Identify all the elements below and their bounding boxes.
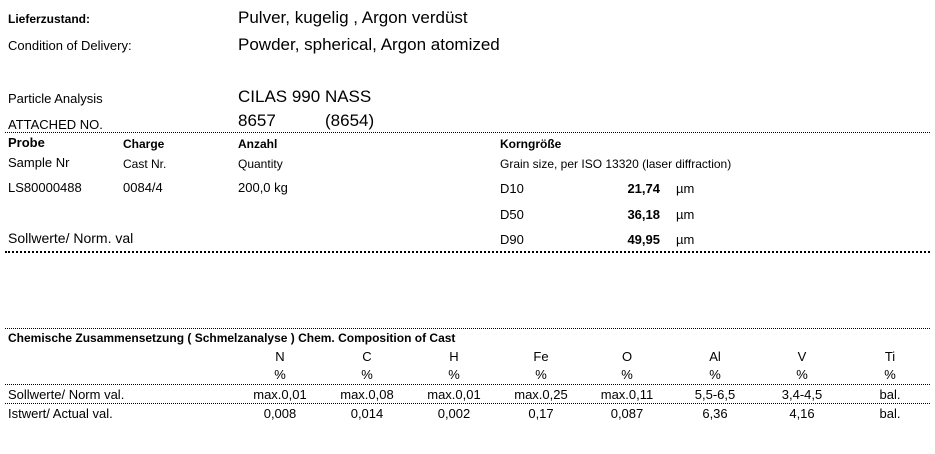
quantity-value: 200,0 kg (238, 180, 288, 195)
divider-composition-top (5, 328, 930, 329)
element-al: Al (709, 349, 721, 364)
unit-o: % (621, 367, 633, 382)
attached-no-alt: (8654) (325, 111, 375, 130)
unit-ti: % (884, 367, 896, 382)
element-v: V (797, 349, 807, 364)
attached-no-value: 8657 (238, 111, 276, 130)
actual-o: 0,087 (610, 406, 644, 421)
actual-al: 6,36 (702, 406, 728, 421)
actual-ti: bal. (879, 406, 901, 421)
delivery-label-en: Condition of Delivery: (8, 38, 132, 53)
delivery-label-de: Lieferzustand: (8, 12, 91, 26)
element-fe: Fe (533, 349, 549, 364)
particle-analysis-value: CILAS 990 NASS (238, 87, 372, 106)
actual-v: 4,16 (789, 406, 815, 421)
composition-title: Chemische Zusammensetzung ( Schmelzanalyse ) Chem. Composition of Cast (8, 331, 456, 345)
actual-label: Istwert/ Actual val. (8, 406, 113, 421)
unit-n: % (274, 367, 286, 382)
grain-d50-unit: µm (676, 207, 695, 222)
subheader-cast-nr: Cast Nr. (123, 157, 167, 171)
divider-actual (5, 403, 930, 404)
header-korngroesse: Korngröße (500, 137, 562, 151)
grain-d10-label: D10 (500, 181, 524, 196)
divider-norm (5, 384, 930, 385)
unit-v: % (796, 367, 808, 382)
norm-c: max.0,08 (340, 387, 394, 402)
norm-ti: bal. (879, 387, 901, 402)
grain-d90-value: 49,95 (627, 232, 660, 247)
norm-fe: max.0,25 (514, 387, 568, 402)
grain-d10-unit: µm (676, 181, 695, 196)
norm-o: max.0,11 (600, 387, 654, 402)
divider-middle (5, 251, 930, 253)
element-n: N (275, 349, 285, 364)
header-anzahl: Anzahl (238, 137, 278, 151)
element-o: O (621, 349, 633, 364)
norm-v: 3,4-4,5 (781, 387, 823, 402)
element-c: C (362, 349, 372, 364)
sollwerte-label: Sollwerte/ Norm. val (8, 230, 134, 246)
norm-h: max.0,01 (427, 387, 481, 402)
grain-d90-label: D90 (500, 232, 524, 247)
element-ti: Ti (884, 349, 896, 364)
subheader-sample-nr: Sample Nr (8, 155, 70, 170)
header-probe: Probe (8, 135, 45, 150)
sample-nr-value: LS80000488 (8, 180, 82, 195)
subheader-quantity: Quantity (238, 157, 283, 171)
actual-h: 0,002 (437, 406, 471, 421)
actual-n: 0,008 (263, 406, 297, 421)
unit-h: % (448, 367, 460, 382)
delivery-value-de: Pulver, kugelig , Argon verdüst (238, 8, 468, 27)
attached-no-label: ATTACHED NO. (8, 117, 103, 132)
subheader-grain-size: Grain size, per ISO 13320 (laser diffraction) (500, 157, 732, 171)
particle-analysis-label: Particle Analysis (8, 91, 103, 106)
divider-top (5, 132, 930, 133)
norm-n: max.0,01 (253, 387, 307, 402)
element-h: H (449, 349, 459, 364)
cast-nr-value: 0084/4 (123, 180, 163, 195)
actual-c: 0,014 (350, 406, 384, 421)
unit-fe: % (535, 367, 547, 382)
grain-d50-value: 36,18 (627, 207, 660, 222)
grain-d90-unit: µm (676, 232, 695, 247)
norm-label: Sollwerte/ Norm val. (8, 387, 125, 402)
norm-al: 5,5-6,5 (694, 387, 736, 402)
actual-fe: 0,17 (528, 406, 554, 421)
grain-d50-label: D50 (500, 207, 524, 222)
delivery-value-en: Powder, spherical, Argon atomized (238, 35, 500, 54)
unit-al: % (709, 367, 721, 382)
unit-c: % (361, 367, 373, 382)
header-charge: Charge (123, 137, 165, 151)
grain-d10-value: 21,74 (627, 181, 660, 196)
